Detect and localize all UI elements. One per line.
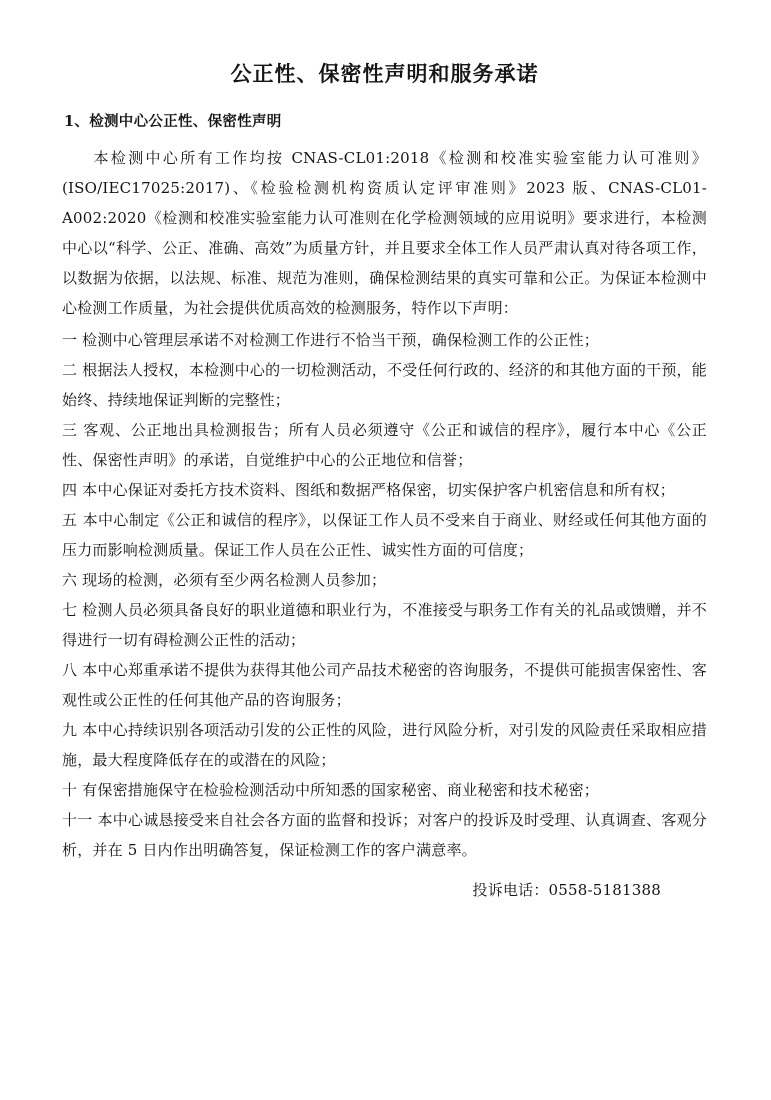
list-item: 六 现场的检测，必须有至少两名检测人员参加； <box>62 571 387 589</box>
list-item: 八 本中心郑重承诺不提供为获得其他公司产品技术秘密的咨询服务，不提供可能损害保密性、客观性或公正性的任何其他产品的咨询服务； <box>62 661 707 709</box>
list-item: 三 客观、公正地出具检测报告；所有人员必须遵守《公正和诚信的程序》，履行本中心《公正性、保密性声明》的承诺，自觉维护中心的公正地位和信誉； <box>62 421 707 469</box>
complaint-phone: 投诉电话：0558-5181388 <box>472 881 661 899</box>
page-title: 公正性、保密性声明和服务承诺 <box>230 61 539 86</box>
list-item: 四 本中心保证对委托方技术资料、图纸和数据严格保密，切实保护客户机密信息和所有权； <box>62 481 675 499</box>
list-item: 二 根据法人授权，本检测中心的一切检测活动，不受任何行政的、经济的和其他方面的干预，能始终、持续地保证判断的完整性； <box>62 361 707 409</box>
list-item: 十 有保密措施保守在检验检测活动中所知悉的国家秘密、商业秘密和技术秘密； <box>62 781 599 799</box>
list-item: 十一 本中心诚恳接受来自社会各方面的监督和投诉；对客户的投诉及时受理、认真调查、客观分析，并在 5 日内作出明确答复，保证检测工作的客户满意率。 <box>62 811 707 859</box>
intro-paragraph: 本检测中心所有工作均按 CNAS-CL01:2018《检测和校准实验室能力认可准则》(ISO/IEC17025:2017)、《检验检测机构资质认定评审准则》2023 版、CNAS-CL01-A002:2020《检测和校准实验室能力认可准则在化学检测领域的应用说明》要求进行，本检测中心以“科学、公正、准确、高效”为质量方针，并且要求全体工作人员严肃认真对待各项工作，以数据为依据，以法规、标准、规范为准则，确保检测结果的真实可靠和公正。为保证本检测中心检测工作质量，为社会提供优质高效的检测服务，特作以下声明： <box>62 149 707 317</box>
list-item: 五 本中心制定《公正和诚信的程序》，以保证工作人员不受来自于商业、财经或任何其他方面的压力而影响检测质量。保证工作人员在公正性、诚实性方面的可信度； <box>62 511 707 559</box>
list-item: 七 检测人员必须具备良好的职业道德和职业行为，不准接受与职务工作有关的礼品或馈赠，并不得进行一切有碍检测公正性的活动； <box>62 601 707 649</box>
list-item: 一 检测中心管理层承诺不对检测工作进行不恰当干预，确保检测工作的公正性； <box>62 331 599 349</box>
list-item: 九 本中心持续识别各项活动引发的公正性的风险，进行风险分析，对引发的风险责任采取相应措施，最大程度降低存在的或潜在的风险； <box>62 721 707 769</box>
section-heading: 1、检测中心公正性、保密性声明 <box>64 113 282 130</box>
